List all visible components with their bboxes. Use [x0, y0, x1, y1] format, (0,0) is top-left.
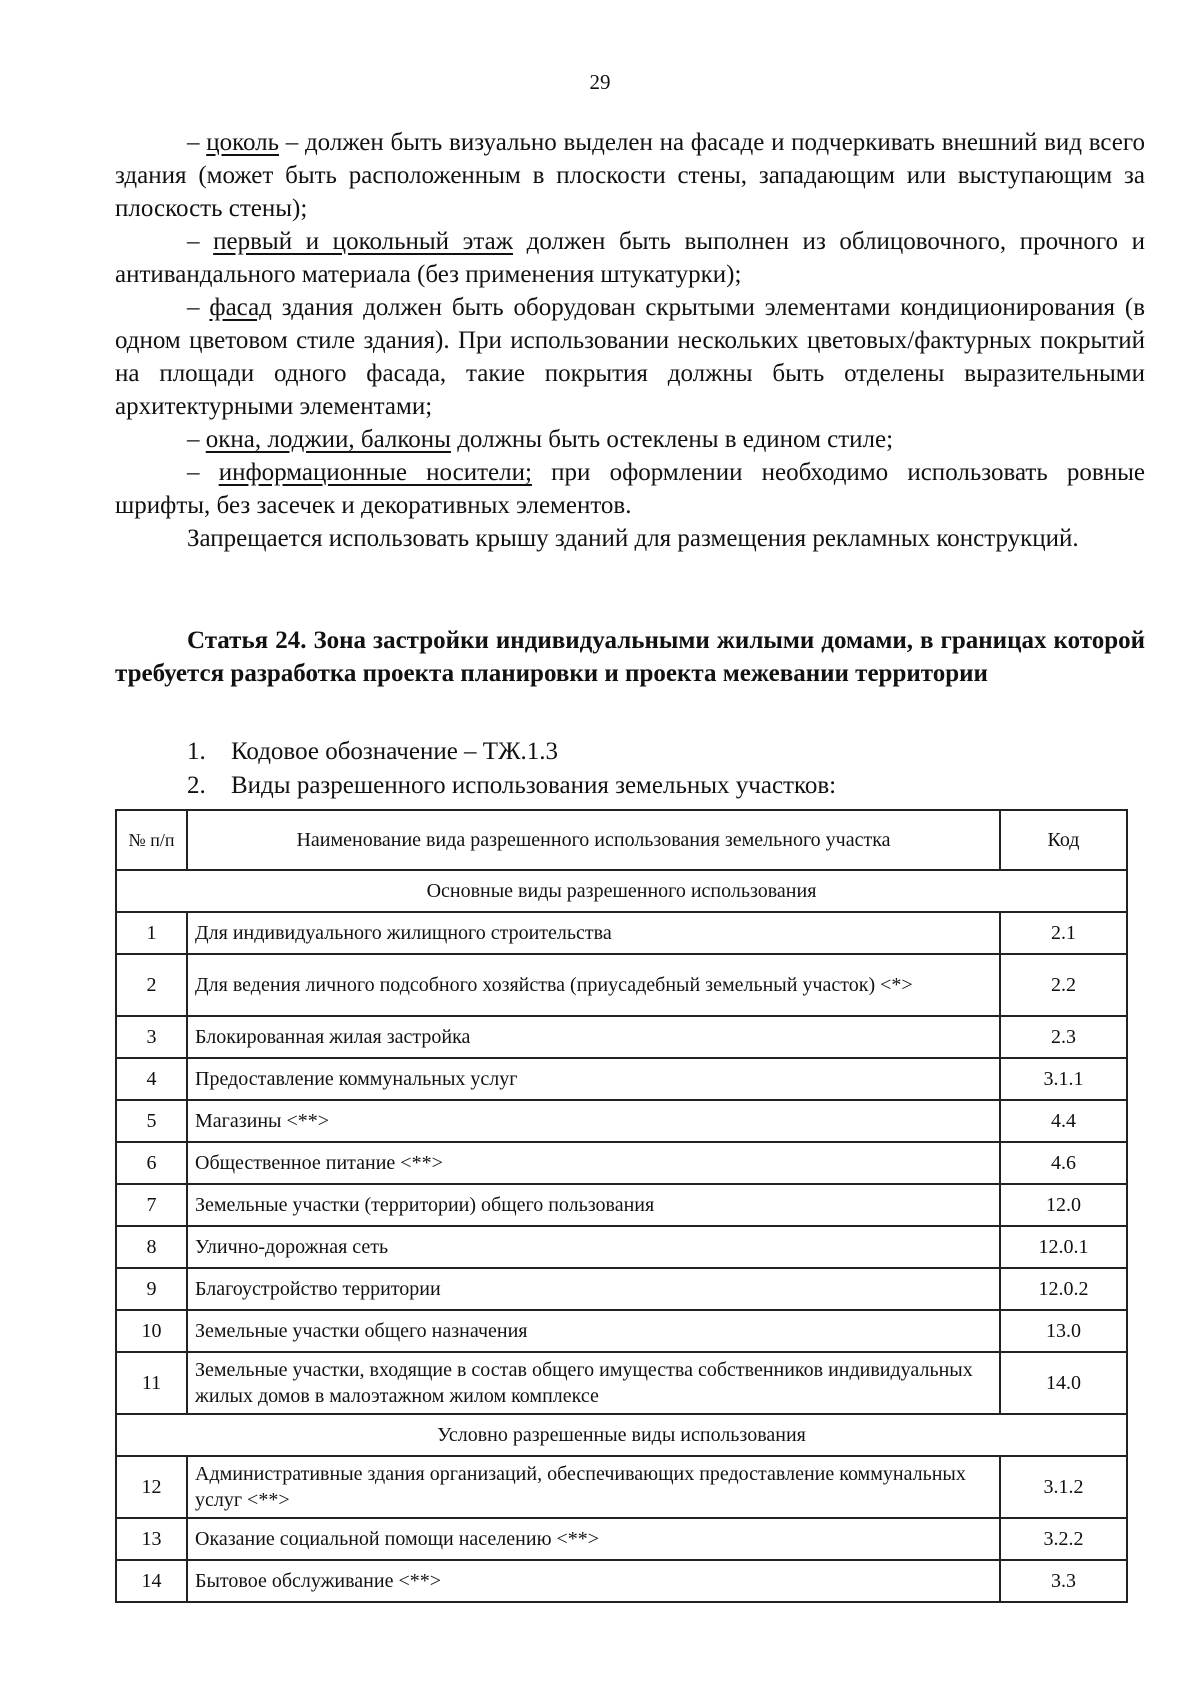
section-conditional-row — [116, 1414, 1127, 1456]
cell-number: 3 — [116, 1016, 187, 1058]
cell-code: 3.3 — [1000, 1560, 1127, 1602]
cell-number: 13 — [116, 1518, 187, 1560]
cell-number: 5 — [116, 1100, 187, 1142]
cell-name: Бытовое обслуживание <**> — [187, 1560, 1000, 1602]
cell-name: Для ведения личного подсобного хозяйства (приусадебный земельный участок) <*> — [187, 954, 1000, 1016]
paragraph-plinth: – цоколь – должен быть визуально выделен на фасаде и подчеркивать внешний вид всего здания (может быть расположенным в плоскости стены, западающим или выступающим за плоскость стены); — [115, 129, 1145, 222]
numbered-list — [187, 735, 836, 803]
table-row — [116, 1184, 1127, 1226]
table-row — [116, 1142, 1127, 1184]
cell-name: Административные здания организаций, обеспечивающих предоставление коммунальных услуг <**> — [187, 1456, 1000, 1518]
term-facade: фасад — [209, 294, 272, 321]
cell-code: 3.1.2 — [1000, 1456, 1127, 1518]
cell-code: 4.4 — [1000, 1100, 1127, 1142]
cell-code: 2.2 — [1000, 954, 1127, 1016]
table-row — [116, 1352, 1127, 1414]
paragraph-windows: – окна, лоджии, балконы должны быть остеклены в едином стиле; — [187, 426, 894, 453]
table-row — [116, 1016, 1127, 1058]
paragraph-info-carriers: – информационные носители; при оформлении необходимо использовать ровные шрифты, без засечек и декоративных элементов. — [115, 459, 1145, 519]
table-row — [116, 1058, 1127, 1100]
cell-code: 12.0.1 — [1000, 1226, 1127, 1268]
list-item: 1. Кодовое обозначение – ТЖ.1.3 — [187, 738, 558, 765]
paragraph-facade: – фасад здания должен быть оборудован скрытыми элементами кондиционирования (в одном цветовом стиле здания). При использовании нескольких цветовых/фактурных покрытий на площади одного фасада, такие покрытия должны быть отделены выразительными архитектурными элементами; — [115, 294, 1146, 420]
section-conditional-title: Условно разрешенные виды использования — [116, 1414, 1127, 1456]
cell-number: 2 — [116, 954, 187, 1016]
cell-name: Земельные участки, входящие в состав общего имущества собственников индивидуальных жилых домов в малоэтажном жилом комплексе — [187, 1352, 1000, 1414]
cell-code: 14.0 — [1000, 1352, 1127, 1414]
cell-number: 6 — [116, 1142, 187, 1184]
cell-name: Оказание социальной помощи населению <**> — [187, 1518, 1000, 1560]
term-ground-floor: первый и цокольный этаж — [213, 228, 513, 255]
table-row — [116, 1560, 1127, 1602]
section-main-row — [116, 870, 1127, 912]
table-row — [116, 1226, 1127, 1268]
cell-name: Земельные участки (территории) общего пользования — [187, 1184, 1000, 1226]
cell-code: 4.6 — [1000, 1142, 1127, 1184]
article-heading: Статья 24. Зона застройки индивидуальными жилыми домами, в границах которой требуется разработка проекта планировки и проекта межевании территории — [115, 627, 1145, 687]
cell-name: Для индивидуального жилищного строительства — [187, 912, 1000, 954]
table-row — [116, 1310, 1127, 1352]
cell-code: 13.0 — [1000, 1310, 1127, 1352]
term-windows: окна, лоджии, балконы — [205, 426, 451, 453]
cell-name: Общественное питание <**> — [187, 1142, 1000, 1184]
term-info-carriers: информационные носители; — [218, 459, 532, 486]
table-row — [116, 1100, 1127, 1142]
cell-number: 14 — [116, 1560, 187, 1602]
table-row — [116, 1456, 1127, 1518]
list-item: 2. Виды разрешенного использования земельных участков: — [187, 772, 837, 799]
cell-name: Земельные участки общего назначения — [187, 1310, 1000, 1352]
cell-name: Предоставление коммунальных услуг — [187, 1058, 1000, 1100]
header-name: Наименование вида разрешенного использования земельного участка — [187, 810, 1000, 870]
section-main-title: Основные виды разрешенного использования — [116, 870, 1127, 912]
body-text — [115, 126, 1145, 555]
table-row — [116, 912, 1127, 954]
cell-name: Улично-дорожная сеть — [187, 1226, 1000, 1268]
cell-number: 7 — [116, 1184, 187, 1226]
cell-number: 4 — [116, 1058, 187, 1100]
cell-code: 12.0 — [1000, 1184, 1127, 1226]
table-row — [116, 1268, 1127, 1310]
cell-number: 11 — [116, 1352, 187, 1414]
paragraph-prohibition: Запрещается использовать крышу зданий для размещения рекламных конструкций. — [187, 525, 1079, 552]
table-header-row — [116, 810, 1127, 870]
term-plinth: цоколь — [206, 129, 280, 156]
cell-name: Благоустройство территории — [187, 1268, 1000, 1310]
cell-code: 3.2.2 — [1000, 1518, 1127, 1560]
cell-number: 10 — [116, 1310, 187, 1352]
cell-number: 12 — [116, 1456, 187, 1518]
table-row — [116, 954, 1127, 1016]
land-use-table — [115, 809, 1128, 1603]
cell-number: 8 — [116, 1226, 187, 1268]
cell-number: 1 — [116, 912, 187, 954]
cell-code: 2.3 — [1000, 1016, 1127, 1058]
header-number: № п/п — [116, 810, 187, 870]
cell-name: Магазины <**> — [187, 1100, 1000, 1142]
cell-number: 9 — [116, 1268, 187, 1310]
header-code: Код — [1000, 810, 1127, 870]
table-row — [116, 1518, 1127, 1560]
cell-code: 2.1 — [1000, 912, 1127, 954]
cell-name: Блокированная жилая застройка — [187, 1016, 1000, 1058]
cell-code: 12.0.2 — [1000, 1268, 1127, 1310]
paragraph-ground-floor: – первый и цокольный этаж должен быть выполнен из облицовочного, прочного и антивандального материала (без применения штукатурки); — [115, 228, 1146, 288]
page-number: 29 — [589, 70, 611, 94]
cell-code: 3.1.1 — [1000, 1058, 1127, 1100]
